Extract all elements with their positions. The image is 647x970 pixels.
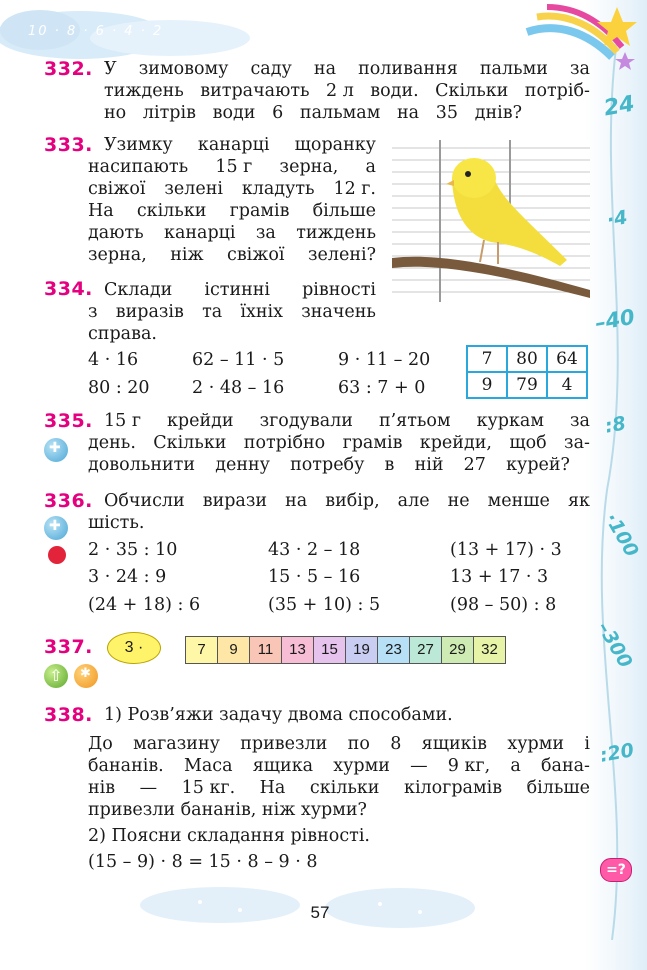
word: бананів. xyxy=(88,756,164,776)
task-338-line xyxy=(88,734,590,754)
word: щоранку xyxy=(294,135,376,155)
word: з xyxy=(88,302,98,322)
task-335-line xyxy=(104,411,590,431)
task-333-line xyxy=(88,201,376,221)
task-number-335: 335. xyxy=(44,410,93,432)
word: поливання xyxy=(358,59,458,79)
expression: (35 + 10) : 5 xyxy=(268,595,381,615)
word: зелені? xyxy=(307,245,376,265)
word: Скільки xyxy=(435,81,509,101)
word: хурми xyxy=(507,734,565,754)
word: куркам xyxy=(476,411,544,431)
task-number-337: 337. xyxy=(44,636,93,658)
word: за xyxy=(569,411,590,431)
page-number: 57 xyxy=(310,903,330,922)
word: магазину xyxy=(133,734,220,754)
word: У xyxy=(104,59,117,79)
word: днів? xyxy=(474,103,522,123)
word: Маса xyxy=(183,756,233,776)
expression: 13 + 17 · 3 xyxy=(450,567,549,587)
margin-number: –40 xyxy=(593,304,637,336)
strip-cell: 7 xyxy=(186,637,218,663)
word: нів xyxy=(88,778,116,798)
margin-number: :20 xyxy=(598,739,636,767)
word: пальми xyxy=(479,59,548,79)
multiplier-oval: 3 · xyxy=(107,632,161,664)
task-336-line: шість. xyxy=(88,513,145,533)
margin-number: –300 xyxy=(592,618,637,672)
word: 9 кг, xyxy=(447,756,491,776)
task-332-line xyxy=(104,103,522,123)
task-338-line xyxy=(88,756,590,776)
word: дають xyxy=(88,223,144,243)
word: за- xyxy=(564,433,590,453)
table-row xyxy=(467,372,587,398)
word: як xyxy=(567,491,590,511)
word: на xyxy=(285,491,308,511)
word: 6 xyxy=(272,103,284,123)
word: щоб xyxy=(509,433,547,453)
word: 27 xyxy=(463,455,486,475)
strip-cell: 27 xyxy=(410,637,442,663)
puzzle-icon xyxy=(44,438,68,462)
word: На xyxy=(88,201,114,221)
strip-cell: 11 xyxy=(250,637,282,663)
word: по xyxy=(347,734,370,754)
expression: 4 · 16 xyxy=(88,350,139,370)
strip-cell: 19 xyxy=(346,637,378,663)
word: 12 г. xyxy=(333,179,376,199)
word: літрів xyxy=(142,103,196,123)
margin-number: 24 xyxy=(602,91,637,122)
word: канарці xyxy=(197,135,270,155)
word: — xyxy=(139,778,158,798)
values-table xyxy=(466,345,588,399)
word: крейди xyxy=(166,411,234,431)
expression: 3 · 24 : 9 xyxy=(88,567,167,587)
task-number-332: 332. xyxy=(44,58,93,80)
expression: 43 · 2 – 18 xyxy=(268,540,361,560)
task-334-line xyxy=(88,302,376,322)
word: і xyxy=(584,734,590,754)
task-338-line: 1) Розв’яжи задачу двома способами. xyxy=(104,705,453,725)
word: але xyxy=(397,491,430,511)
word: за xyxy=(569,59,590,79)
word: привезли xyxy=(240,734,328,754)
task-338-line: привезли бананів, ніж хурми? xyxy=(88,800,367,820)
word: грамів xyxy=(342,433,403,453)
word: тиждень xyxy=(296,223,376,243)
equation: (15 – 9) · 8 = 15 · 8 – 9 · 8 xyxy=(88,852,318,872)
word: 15 г xyxy=(104,411,141,431)
word: потрібно xyxy=(243,433,326,453)
word: Склади xyxy=(104,280,173,300)
task-number-336: 336. xyxy=(44,490,93,512)
task-333-line xyxy=(88,245,376,265)
puzzle-icon xyxy=(44,516,68,540)
word: згодували xyxy=(259,411,353,431)
word: на xyxy=(396,103,420,123)
word: курей? xyxy=(506,455,570,475)
word: кілограмів xyxy=(404,778,503,798)
word: саду xyxy=(250,59,292,79)
word: — xyxy=(410,756,428,776)
word: канарці xyxy=(164,223,236,243)
word: хурми xyxy=(333,756,390,776)
task-335-line xyxy=(88,433,590,453)
word: день. xyxy=(88,433,136,453)
word: істинні xyxy=(204,280,271,300)
table-cell: 79 xyxy=(507,372,547,398)
word: Скільки xyxy=(153,433,227,453)
word: їхніх xyxy=(240,302,283,322)
expression: (13 + 17) · 3 xyxy=(450,540,562,560)
task-334-line xyxy=(104,280,376,300)
word: скільки xyxy=(136,201,207,221)
word: потріб- xyxy=(524,81,590,101)
expression: 2 · 48 – 16 xyxy=(192,378,285,398)
table-row xyxy=(467,346,587,372)
margin-number: ·100 xyxy=(600,509,643,561)
word: в xyxy=(384,455,395,475)
arrow-up-icon: ⇧ xyxy=(44,664,68,688)
task-336-line xyxy=(104,491,590,511)
word: До xyxy=(88,734,113,754)
margin-number: ·4 xyxy=(605,206,630,232)
word: кладуть xyxy=(241,179,315,199)
task-332-line xyxy=(104,59,590,79)
word: свіжої xyxy=(88,179,146,199)
task-332-line xyxy=(104,81,590,101)
number-strip xyxy=(185,636,506,664)
word: ящиків xyxy=(421,734,488,754)
word: води. xyxy=(370,81,419,101)
word: но xyxy=(104,103,127,123)
task-number-333: 333. xyxy=(44,134,93,156)
strip-cell: 15 xyxy=(314,637,346,663)
word: п’ятьом xyxy=(378,411,451,431)
word: тиждень xyxy=(104,81,184,101)
table-cell: 9 xyxy=(467,372,507,398)
orange-puzzle-icon xyxy=(74,664,98,688)
word: Обчисли xyxy=(104,491,185,511)
task-number-338: 338. xyxy=(44,704,93,726)
expression: (98 – 50) : 8 xyxy=(450,595,557,615)
word: бана- xyxy=(540,756,590,776)
strip-cell: 32 xyxy=(474,637,505,663)
expression: (24 + 18) : 6 xyxy=(88,595,201,615)
word: денну xyxy=(215,455,270,475)
table-cell: 80 xyxy=(507,346,547,372)
word: пальмам xyxy=(299,103,381,123)
top-cloud-digits: 10 · 8 · 6 · 4 · 2 xyxy=(28,24,164,39)
word: води xyxy=(212,103,256,123)
expression: 9 · 11 – 20 xyxy=(338,350,431,370)
equation-question-icon: =? xyxy=(600,858,632,882)
word: ніж xyxy=(170,245,204,265)
word: рівності xyxy=(302,280,376,300)
strip-cell: 23 xyxy=(378,637,410,663)
word: ящика xyxy=(252,756,314,776)
word: значень xyxy=(301,302,376,322)
expression: 80 : 20 xyxy=(88,378,150,398)
word: виразів xyxy=(115,302,184,322)
task-338-line: 2) Поясни складання рівності. xyxy=(88,826,370,846)
word: насипають xyxy=(88,157,189,177)
word: зимовому xyxy=(138,59,229,79)
expression: 15 · 5 – 16 xyxy=(268,567,361,587)
task-338-line xyxy=(88,778,590,798)
word: потребу xyxy=(290,455,365,475)
strip-cell: 13 xyxy=(282,637,314,663)
expression: 62 – 11 · 5 xyxy=(192,350,285,370)
task-333-line xyxy=(88,179,376,199)
word: ній xyxy=(414,455,444,475)
word: На xyxy=(259,778,286,798)
word: зерна, xyxy=(279,157,339,177)
word: а xyxy=(510,756,521,776)
table-cell: 4 xyxy=(547,372,587,398)
word: більше xyxy=(526,778,590,798)
word: скільки xyxy=(309,778,380,798)
word: довольнити xyxy=(88,455,196,475)
task-333-line xyxy=(104,135,376,155)
word: менше xyxy=(487,491,550,511)
word: вирази xyxy=(202,491,268,511)
word: витрачають xyxy=(200,81,310,101)
strip-cell: 29 xyxy=(442,637,474,663)
task-number-334: 334. xyxy=(44,278,93,300)
word: 2 л xyxy=(326,81,354,101)
word: крейди, xyxy=(419,433,492,453)
word: 8 xyxy=(390,734,402,754)
strip-cell: 9 xyxy=(218,637,250,663)
word: не xyxy=(447,491,470,511)
table-cell: 7 xyxy=(467,346,507,372)
word: свіжої xyxy=(227,245,285,265)
margin-number: :8 xyxy=(603,412,628,438)
table-cell: 64 xyxy=(547,346,587,372)
word: та xyxy=(202,302,223,322)
task-333-line xyxy=(88,157,376,177)
task-334-line: справа. xyxy=(88,324,157,344)
word: грамів xyxy=(229,201,290,221)
word: більше xyxy=(312,201,376,221)
word: Узимку xyxy=(104,135,173,155)
canary-photo xyxy=(392,140,590,302)
word: 35 xyxy=(435,103,459,123)
word: вибір, xyxy=(325,491,380,511)
expression: 2 · 35 : 10 xyxy=(88,540,178,560)
expression: 63 : 7 + 0 xyxy=(338,378,426,398)
word: зерна, xyxy=(88,245,147,265)
word: 15 г xyxy=(215,157,253,177)
task-333-line xyxy=(88,223,376,243)
word: за xyxy=(255,223,276,243)
word: а xyxy=(365,157,376,177)
red-dot-icon xyxy=(48,546,66,564)
word: 15 кг. xyxy=(181,778,236,798)
word: на xyxy=(313,59,337,79)
word: зелені xyxy=(164,179,223,199)
task-335-line xyxy=(88,455,570,475)
